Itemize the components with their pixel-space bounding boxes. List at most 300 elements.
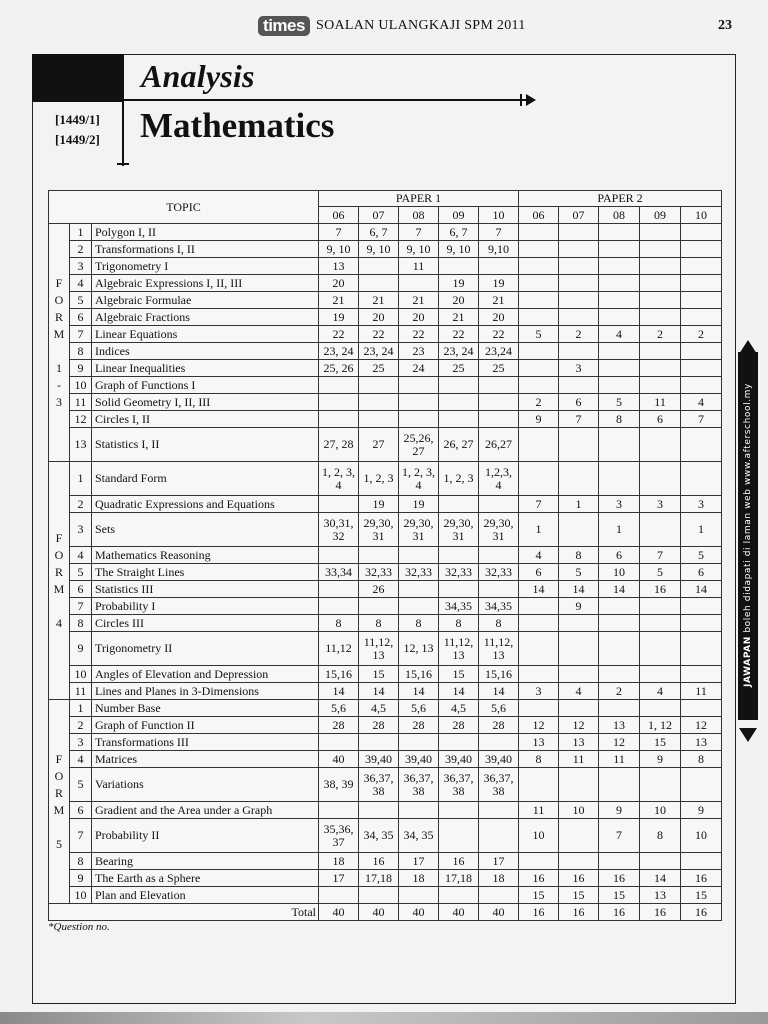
- topic-number: 7: [70, 598, 92, 615]
- topic-number: 11: [70, 394, 92, 411]
- question-cell: [640, 360, 681, 377]
- question-cell: [681, 224, 722, 241]
- question-cell: 4: [640, 683, 681, 700]
- table-row: [49, 326, 722, 343]
- question-cell: 12: [559, 717, 599, 734]
- total-cell: 40: [319, 904, 359, 921]
- question-cell: 16: [640, 581, 681, 598]
- form-label-char: R: [54, 309, 63, 324]
- question-cell: [640, 700, 681, 717]
- question-cell: 28: [319, 717, 359, 734]
- form-label-char: R: [54, 785, 63, 800]
- question-cell: 16: [559, 870, 599, 887]
- table-row: [49, 700, 722, 717]
- question-cell: 6, 7: [359, 224, 399, 241]
- topic-name: Transformations III: [92, 734, 319, 751]
- question-cell: [599, 700, 640, 717]
- question-cell: 28: [479, 717, 519, 734]
- total-label: Total: [49, 904, 319, 921]
- question-cell: 17: [319, 870, 359, 887]
- question-cell: 4: [599, 326, 640, 343]
- topic-number: 7: [70, 819, 92, 853]
- question-cell: 19: [439, 275, 479, 292]
- topic-number: 4: [70, 275, 92, 292]
- question-cell: [399, 802, 439, 819]
- table-row: [49, 241, 722, 258]
- table-row: [49, 751, 722, 768]
- question-cell: 14: [479, 683, 519, 700]
- total-cell: 40: [439, 904, 479, 921]
- question-cell: 6: [599, 547, 640, 564]
- topic-name: Probability II: [92, 819, 319, 853]
- table-row: [49, 564, 722, 581]
- question-cell: [479, 802, 519, 819]
- question-cell: 26, 27: [439, 428, 479, 462]
- question-cell: 9: [599, 802, 640, 819]
- question-cell: 36,37, 38: [479, 768, 519, 802]
- question-cell: 15: [681, 887, 722, 904]
- question-cell: [599, 377, 640, 394]
- question-cell: 11,12, 13: [359, 632, 399, 666]
- question-cell: 11,12, 13: [479, 632, 519, 666]
- question-cell: 23, 24: [439, 343, 479, 360]
- question-cell: 1, 2, 3: [359, 462, 399, 496]
- question-cell: 9, 10: [319, 241, 359, 258]
- question-cell: 15: [640, 734, 681, 751]
- question-cell: [599, 615, 640, 632]
- topic-name: Circles III: [92, 615, 319, 632]
- question-cell: 6: [640, 411, 681, 428]
- question-cell: [519, 309, 559, 326]
- question-cell: [640, 513, 681, 547]
- form-label-char: F: [55, 275, 63, 290]
- topic-number: 8: [70, 615, 92, 632]
- times-logo: times: [258, 16, 310, 36]
- question-cell: [479, 496, 519, 513]
- topic-number: 5: [70, 564, 92, 581]
- topic-name: Angles of Elevation and Depression: [92, 666, 319, 683]
- year-header-p2-07: 07: [559, 207, 599, 224]
- question-cell: 21: [399, 292, 439, 309]
- header-title: SOALAN ULANGKAJI SPM 2011: [316, 18, 526, 33]
- question-cell: 39,40: [439, 751, 479, 768]
- question-cell: [359, 377, 399, 394]
- question-cell: [599, 632, 640, 666]
- question-cell: 2: [519, 394, 559, 411]
- question-cell: [681, 309, 722, 326]
- topic-name: Standard Form: [92, 462, 319, 496]
- question-cell: 7: [479, 224, 519, 241]
- question-cell: 13: [319, 258, 359, 275]
- year-header-p1-09: 09: [439, 207, 479, 224]
- question-cell: 5,6: [319, 700, 359, 717]
- total-cell: 16: [599, 904, 640, 921]
- question-cell: 39,40: [359, 751, 399, 768]
- question-cell: 34, 35: [359, 819, 399, 853]
- form-label-char: 5: [56, 836, 62, 851]
- question-cell: [519, 768, 559, 802]
- question-cell: [439, 496, 479, 513]
- question-cell: 13: [681, 734, 722, 751]
- page-header: [0, 14, 768, 40]
- question-cell: 39,40: [399, 751, 439, 768]
- question-cell: [681, 666, 722, 683]
- year-header-p1-07: 07: [359, 207, 399, 224]
- question-cell: [319, 496, 359, 513]
- question-cell: 20: [319, 275, 359, 292]
- question-cell: 17: [399, 853, 439, 870]
- question-cell: [559, 615, 599, 632]
- question-cell: [559, 377, 599, 394]
- question-cell: 28: [399, 717, 439, 734]
- table-row: [49, 309, 722, 326]
- question-cell: 25,26, 27: [399, 428, 439, 462]
- question-cell: 9: [519, 411, 559, 428]
- topic-name: Bearing: [92, 853, 319, 870]
- question-cell: 21: [479, 292, 519, 309]
- footnote: *Question no.: [48, 921, 110, 933]
- question-cell: 20: [439, 292, 479, 309]
- question-cell: 21: [319, 292, 359, 309]
- form-label-char: -: [57, 377, 61, 392]
- question-cell: 26: [359, 581, 399, 598]
- topic-name: Trigonometry II: [92, 632, 319, 666]
- question-cell: 2: [681, 326, 722, 343]
- question-cell: [599, 275, 640, 292]
- paper-codes: [55, 110, 100, 150]
- question-cell: [519, 343, 559, 360]
- question-cell: 16: [519, 870, 559, 887]
- question-cell: 11: [640, 394, 681, 411]
- question-cell: 20: [399, 309, 439, 326]
- question-cell: 12: [599, 734, 640, 751]
- question-cell: 22: [399, 326, 439, 343]
- total-cell: 40: [399, 904, 439, 921]
- question-cell: 36,37, 38: [359, 768, 399, 802]
- topic-name: Graph of Functions I: [92, 377, 319, 394]
- question-cell: 3: [599, 496, 640, 513]
- topic-number: 3: [70, 258, 92, 275]
- question-cell: 16: [439, 853, 479, 870]
- topic-number: 2: [70, 717, 92, 734]
- question-cell: 34,35: [439, 598, 479, 615]
- question-cell: 9: [559, 598, 599, 615]
- topic-name: Quadratic Expressions and Equations: [92, 496, 319, 513]
- question-cell: 8: [519, 751, 559, 768]
- total-cell: 16: [559, 904, 599, 921]
- table-row: [49, 819, 722, 853]
- question-cell: 12: [519, 717, 559, 734]
- question-cell: [681, 241, 722, 258]
- question-cell: 29,30, 31: [399, 513, 439, 547]
- topic-number: 5: [70, 292, 92, 309]
- question-cell: 5: [599, 394, 640, 411]
- question-cell: [681, 598, 722, 615]
- table-row: [49, 598, 722, 615]
- question-cell: 7: [681, 411, 722, 428]
- paper2-header: PAPER 2: [519, 191, 722, 207]
- question-cell: 1, 2, 3, 4: [319, 462, 359, 496]
- question-cell: 20: [479, 309, 519, 326]
- question-cell: 9, 10: [399, 241, 439, 258]
- question-cell: 9: [681, 802, 722, 819]
- question-cell: 6: [681, 564, 722, 581]
- topic-name: Graph of Function II: [92, 717, 319, 734]
- topic-name: Polygon I, II: [92, 224, 319, 241]
- question-cell: 26,27: [479, 428, 519, 462]
- question-cell: [359, 887, 399, 904]
- question-cell: 3: [559, 360, 599, 377]
- topic-number: 7: [70, 326, 92, 343]
- table-row: [49, 394, 722, 411]
- question-cell: 4,5: [439, 700, 479, 717]
- form-label-char: [51, 819, 67, 836]
- topic-number: 1: [70, 224, 92, 241]
- question-cell: 8: [359, 615, 399, 632]
- question-cell: 7: [599, 819, 640, 853]
- topic-number: 5: [70, 768, 92, 802]
- question-cell: [439, 547, 479, 564]
- question-cell: [519, 615, 559, 632]
- question-cell: 12: [681, 717, 722, 734]
- question-cell: [559, 853, 599, 870]
- form-label-char: 3: [56, 394, 62, 409]
- question-cell: [640, 241, 681, 258]
- question-cell: [399, 275, 439, 292]
- table-row: [49, 870, 722, 887]
- question-cell: 17,18: [359, 870, 399, 887]
- question-cell: [519, 275, 559, 292]
- question-cell: 10: [640, 802, 681, 819]
- question-cell: [559, 666, 599, 683]
- question-cell: [479, 734, 519, 751]
- question-cell: [359, 411, 399, 428]
- table-row: [49, 887, 722, 904]
- question-cell: 15,16: [399, 666, 439, 683]
- question-cell: 8: [319, 615, 359, 632]
- question-cell: [640, 632, 681, 666]
- table-row: [49, 377, 722, 394]
- question-cell: 1: [599, 513, 640, 547]
- question-cell: 7: [319, 224, 359, 241]
- topic-name: Algebraic Expressions I, II, III: [92, 275, 319, 292]
- form-label-char: O: [54, 292, 64, 307]
- question-cell: 25: [359, 360, 399, 377]
- question-cell: [599, 428, 640, 462]
- question-cell: [319, 394, 359, 411]
- question-cell: 8: [559, 547, 599, 564]
- table-row: [49, 853, 722, 870]
- total-cell: 16: [681, 904, 722, 921]
- analysis-table: [48, 190, 722, 921]
- question-cell: 11: [681, 683, 722, 700]
- question-cell: 1, 2, 3, 4: [399, 462, 439, 496]
- form-label-char: M: [53, 802, 65, 817]
- question-cell: 25, 26: [319, 360, 359, 377]
- topic-number: 12: [70, 411, 92, 428]
- question-cell: [681, 428, 722, 462]
- question-cell: 25: [439, 360, 479, 377]
- topic-name: Algebraic Formulae: [92, 292, 319, 309]
- question-cell: 5: [519, 326, 559, 343]
- question-cell: 5: [681, 547, 722, 564]
- question-cell: 15: [359, 666, 399, 683]
- question-cell: [640, 309, 681, 326]
- question-cell: [559, 241, 599, 258]
- question-cell: 9: [640, 751, 681, 768]
- question-cell: [599, 241, 640, 258]
- year-header-p2-10: 10: [681, 207, 722, 224]
- question-cell: 3: [519, 683, 559, 700]
- subject-title: Mathematics: [140, 106, 335, 145]
- question-cell: 34,35: [479, 598, 519, 615]
- question-cell: 9,10: [479, 241, 519, 258]
- question-cell: 21: [359, 292, 399, 309]
- topic-number: 9: [70, 870, 92, 887]
- question-cell: [640, 292, 681, 309]
- page-number: 23: [718, 18, 732, 33]
- table-row: [49, 717, 722, 734]
- question-cell: 18: [399, 870, 439, 887]
- form-label-char: [51, 598, 67, 615]
- question-cell: 36,37, 38: [439, 768, 479, 802]
- question-cell: 15,16: [319, 666, 359, 683]
- total-cell: 16: [640, 904, 681, 921]
- question-cell: [399, 734, 439, 751]
- question-cell: 3: [681, 496, 722, 513]
- question-cell: 19: [399, 496, 439, 513]
- total-cell: 40: [479, 904, 519, 921]
- question-cell: [559, 292, 599, 309]
- form-label-char: [51, 343, 67, 360]
- question-cell: 27, 28: [319, 428, 359, 462]
- question-cell: [599, 666, 640, 683]
- question-cell: [640, 258, 681, 275]
- question-cell: 33,34: [319, 564, 359, 581]
- question-cell: 15: [559, 887, 599, 904]
- question-cell: 14: [399, 683, 439, 700]
- question-cell: 14: [359, 683, 399, 700]
- question-cell: 15,16: [479, 666, 519, 683]
- question-cell: [399, 598, 439, 615]
- topic-number: 6: [70, 309, 92, 326]
- question-cell: [599, 258, 640, 275]
- question-cell: [559, 513, 599, 547]
- question-cell: 10: [519, 819, 559, 853]
- topic-name: Lines and Planes in 3-Dimensions: [92, 683, 319, 700]
- question-cell: 16: [359, 853, 399, 870]
- topic-name: Variations: [92, 768, 319, 802]
- question-cell: 1: [559, 496, 599, 513]
- topic-number: 8: [70, 343, 92, 360]
- vertical-rule: [122, 90, 124, 166]
- topic-name: Linear Equations: [92, 326, 319, 343]
- topic-number: 10: [70, 666, 92, 683]
- question-cell: [479, 547, 519, 564]
- question-cell: 14: [640, 870, 681, 887]
- table-row: [49, 224, 722, 241]
- form-label-char: M: [53, 581, 65, 596]
- topic-number: 9: [70, 360, 92, 377]
- question-cell: 27: [359, 428, 399, 462]
- question-cell: 1: [681, 513, 722, 547]
- topic-number: 10: [70, 377, 92, 394]
- question-cell: [399, 394, 439, 411]
- year-header-p2-06: 06: [519, 207, 559, 224]
- question-cell: 22: [439, 326, 479, 343]
- question-cell: [359, 547, 399, 564]
- topic-number: 11: [70, 683, 92, 700]
- side-tab-text: [739, 355, 757, 715]
- arrow-line: [124, 99, 526, 101]
- question-cell: 1, 12: [640, 717, 681, 734]
- topic-name: Statistics III: [92, 581, 319, 598]
- question-cell: 29,30, 31: [479, 513, 519, 547]
- question-cell: 22: [479, 326, 519, 343]
- topic-number: 3: [70, 513, 92, 547]
- year-header-p1-08: 08: [399, 207, 439, 224]
- question-cell: [681, 700, 722, 717]
- question-cell: 14: [319, 683, 359, 700]
- question-cell: 21: [439, 309, 479, 326]
- question-cell: 25: [479, 360, 519, 377]
- question-cell: [519, 292, 559, 309]
- question-cell: 4: [681, 394, 722, 411]
- question-cell: 13: [599, 717, 640, 734]
- question-cell: [359, 394, 399, 411]
- question-cell: 7: [519, 496, 559, 513]
- question-cell: [399, 581, 439, 598]
- question-cell: 5,6: [479, 700, 519, 717]
- question-cell: 28: [439, 717, 479, 734]
- question-cell: 8: [599, 411, 640, 428]
- question-cell: 13: [640, 887, 681, 904]
- question-cell: [599, 343, 640, 360]
- question-cell: 32,33: [439, 564, 479, 581]
- question-cell: 19: [479, 275, 519, 292]
- question-cell: [359, 734, 399, 751]
- table-row: [49, 513, 722, 547]
- question-cell: [681, 275, 722, 292]
- table-row: [49, 343, 722, 360]
- form-label-cell: [49, 700, 70, 904]
- question-cell: [559, 224, 599, 241]
- arrow-right-icon: [526, 94, 536, 106]
- question-cell: [319, 547, 359, 564]
- bottom-strip: [0, 1012, 768, 1024]
- topic-name: The Earth as a Sphere: [92, 870, 319, 887]
- question-cell: 14: [439, 683, 479, 700]
- table-row: [49, 802, 722, 819]
- question-cell: [559, 462, 599, 496]
- question-cell: [559, 632, 599, 666]
- question-cell: [319, 377, 359, 394]
- topic-name: Solid Geometry I, II, III: [92, 394, 319, 411]
- topic-number: 8: [70, 853, 92, 870]
- question-cell: 15: [439, 666, 479, 683]
- form-label-cell: [49, 224, 70, 462]
- question-cell: 10: [559, 802, 599, 819]
- question-cell: [559, 428, 599, 462]
- topic-number: 10: [70, 887, 92, 904]
- question-cell: [479, 411, 519, 428]
- question-cell: [640, 615, 681, 632]
- question-cell: [519, 428, 559, 462]
- question-cell: [559, 819, 599, 853]
- question-cell: [439, 377, 479, 394]
- question-cell: 4: [559, 683, 599, 700]
- question-cell: [559, 768, 599, 802]
